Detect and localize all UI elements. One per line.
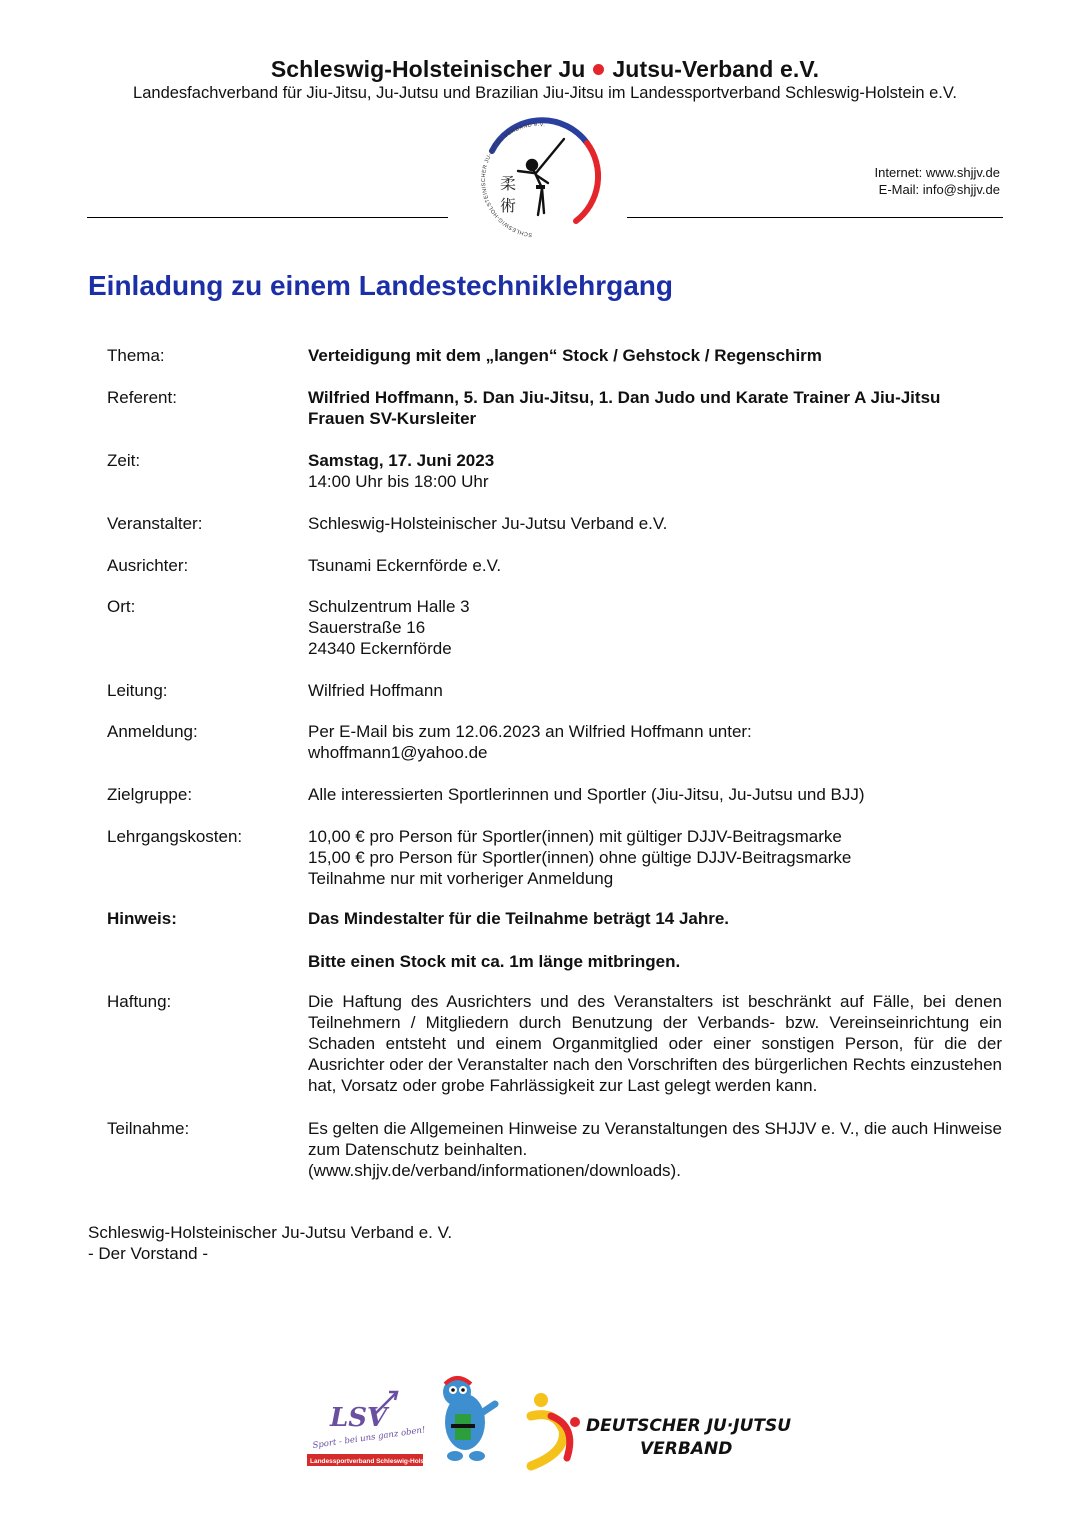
row-value: [308, 826, 1002, 889]
row-value: [308, 450, 1002, 492]
target-group-text: Alle interessierten Sportlerinnen und Sportler (Jiu-Jitsu, Ju-Jutsu und BJJ): [308, 785, 865, 804]
dragon-mascot-icon: [443, 1378, 495, 1461]
address-line: Sauerstraße 16: [308, 618, 426, 637]
djjv-name-line2: VERBAND: [640, 1439, 733, 1459]
registration-text: Per E-Mail bis zum 12.06.2023 an Wilfried Hoffmann unter:: [308, 722, 752, 741]
organizer-text: Schleswig-Holsteinischer Ju-Jutsu Verband e.V.: [308, 514, 668, 533]
row-label: Veranstalter:: [107, 514, 203, 533]
liability-text: Die Haftung des Ausrichters und des Veranstalters ist beschränkt auf Fälle, bei denen Teilnehmern / Mitgliedern durch Benutzung der Verbands- bzw. Vereinseinrichtung ein Schaden entsteht und einem Organmitglied oder einer sonstigen Person, für die der Ausrichter oder der Veranstalter nach den Vorschriften des bürgerlichen Rechts einzustehen hat, Vorsatz oder grobe Fahrlässigkeit zur Last gelegt werden kann.: [308, 992, 1002, 1095]
row-value: [308, 555, 1002, 576]
row-value: [308, 345, 1002, 366]
svg-text:柔: 柔: [500, 174, 517, 193]
row-value: [308, 680, 1002, 701]
row-value: [308, 951, 1002, 972]
djjv-dot-icon: [570, 1417, 580, 1427]
registration-email-link[interactable]: whoffmann1@yahoo.de: [308, 743, 488, 762]
djjv-name-line1: DEUTSCHER JU·JUTSU: [586, 1416, 792, 1436]
thema-text: Verteidigung mit dem „langen“ Stock / Gehstock / Regenschirm: [308, 346, 822, 365]
federation-subtitle: Landesfachverband für Jiu-Jitsu, Ju-Jutsu und Brazilian Jiu-Jitsu im Landessportverband Schleswig-Holstein e.V.: [133, 84, 957, 102]
row-label: Ausrichter:: [107, 556, 189, 575]
federation-logo: [472, 113, 607, 241]
sponsor-logos: [305, 1374, 805, 1474]
lsv-text: LSV: [330, 1403, 388, 1433]
document-title: Einladung zu einem Landestechniklehrgang: [88, 270, 673, 301]
row-value: [308, 991, 1002, 1096]
svg-text:術: 術: [500, 196, 517, 215]
row-label: Hinweis:: [107, 909, 177, 928]
sponsor-logos-graphic: [305, 1374, 805, 1474]
row-label: Thema:: [107, 346, 165, 365]
logo-ring-text: SCHLESWIG-HOLSTEINISCHER JU-JUTSU VERBAND e.V.: [481, 121, 546, 238]
cost-line: 10,00 € pro Person für Sportler(innen) mit gültiger DJJV-Beitragsmarke: [308, 827, 842, 846]
djjv-logo: [531, 1393, 791, 1466]
date-text: Samstag, 17. Juni 2023: [308, 451, 495, 470]
federation-title: [0, 56, 1080, 83]
stick-note: Bitte einen Stock mit ca. 1m länge mitbringen.: [308, 952, 681, 971]
contact-block: [875, 164, 1000, 198]
time-text: 14:00 Uhr bis 18:00 Uhr: [308, 472, 489, 491]
red-dot-icon: [593, 64, 604, 75]
referent-line: Frauen SV-Kursleiter: [308, 409, 477, 428]
min-age-note: Das Mindestalter für die Teilnahme beträgt 14 Jahre.: [308, 909, 730, 928]
row-label: Ort:: [107, 597, 136, 616]
row-label: Referent:: [107, 388, 177, 407]
federation-title-part1: Schleswig-Holsteinischer Ju: [270, 56, 586, 82]
row-value: [308, 387, 1002, 429]
karate-figure-icon: [518, 139, 564, 215]
signature-block: [88, 1222, 452, 1264]
row-label: Zielgruppe:: [107, 785, 193, 804]
participation-text: Es gelten die Allgemeinen Hinweise zu Veranstaltungen des SHJJV e. V., die auch Hinweise zum Datenschutz beinhalten.: [308, 1119, 1002, 1159]
address-line: Schulzentrum Halle 3: [308, 597, 470, 616]
internet-link[interactable]: Internet: www.shjjv.de: [874, 165, 1000, 180]
row-value: [308, 784, 1002, 805]
host-text: Tsunami Eckernförde e.V.: [308, 556, 502, 575]
row-label: Teilnahme:: [107, 1119, 190, 1138]
email-link[interactable]: E-Mail: info@shjjv.de: [878, 182, 1000, 197]
signature-org: Schleswig-Holsteinischer Ju-Jutsu Verband e. V.: [88, 1223, 453, 1242]
row-value: [308, 908, 1002, 929]
row-label: Haftung:: [107, 992, 172, 1011]
row-value: [308, 721, 1002, 763]
row-label: Lehrgangskosten:: [107, 827, 243, 846]
djjv-head-icon: [534, 1393, 548, 1407]
address-line: 24340 Eckernförde: [308, 639, 452, 658]
header-rule-right: [627, 217, 1003, 218]
kanji-glyph-icon: [500, 174, 516, 215]
row-value: [308, 596, 1002, 659]
lsv-band-text: Landessportverband Schleswig-Holstein: [310, 1458, 436, 1465]
row-value: [308, 1118, 1002, 1181]
row-value: [308, 513, 1002, 534]
cost-line: 15,00 € pro Person für Sportler(innen) ohne gültige DJJV-Beitragsmarke: [308, 848, 852, 867]
row-label: Anmeldung:: [107, 722, 198, 741]
downloads-link[interactable]: (www.shjjv.de/verband/informationen/downloads).: [308, 1161, 681, 1180]
federation-title-part2: Jutsu-Verband e.V.: [612, 56, 820, 82]
row-label: Leitung:: [107, 681, 168, 700]
header-rule-left: [87, 217, 448, 218]
cost-line: Teilnahme nur mit vorheriger Anmeldung: [308, 869, 614, 888]
referent-line: Wilfried Hoffmann, 5. Dan Jiu-Jitsu, 1. Dan Judo und Karate Trainer A Jiu-Jitsu: [308, 388, 941, 407]
federation-logo-graphic: [472, 113, 607, 241]
row-label: Zeit:: [107, 451, 141, 470]
lsv-slogan: Sport - bei uns ganz oben!: [312, 1425, 426, 1451]
lsv-logo: [307, 1392, 436, 1466]
lead-text: Wilfried Hoffmann: [308, 681, 443, 700]
signature-board: - Der Vorstand -: [88, 1244, 208, 1263]
